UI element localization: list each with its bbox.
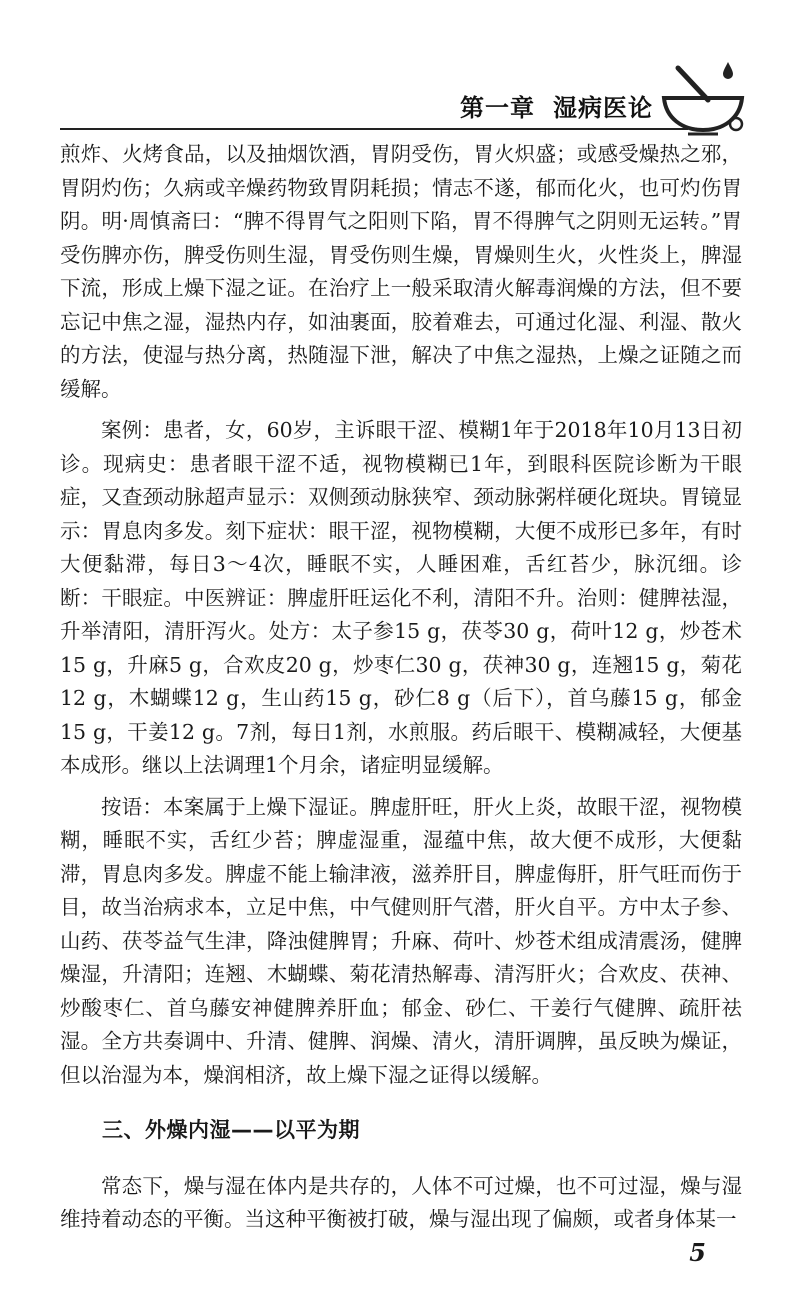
page-header (60, 58, 748, 128)
mortar-and-pestle-icon (656, 58, 748, 138)
chapter-title (460, 88, 653, 123)
paragraph-case: 案例：患者，女，60岁，主诉眼干涩、模糊1年于2018年10月13日初诊。现病史：患者眼干涩不适，视物模糊已1年，到眼科医院诊断为干眼症，又查颈动脉超声显示：双侧颈动脉狭窄、颈动脉粥样硬化斑块。胃镜显示：胃息肉多发。刻下症状：眼干涩，视物模糊，大便不成形已多年，有时大便黏滞，每日3～4次，睡眠不实，人睡困难，舌红苔少，脉沉细。诊断：干眼症。中医辨证：脾虚肝旺运化不利，清阳不升。治则：健脾祛湿，升举清阳，清肝泻火。处方：太子参15 g，茯苓30 g，荷叶12 g，炒苍术15 g，升麻5 g，合欢皮20 g，炒枣仁30 g，茯神30 g，连翘15 g，菊花12 g，木蝴蝶12 g，生山药15 g，砂仁8 g（后下），首乌藤15 g，郁金15 g，干姜12 g。7剂，每日1剂，水煎服。药后眼干、模糊减轻，大便基本成形。继以上法调理1个月余，诸症明显缓解。 (60, 418, 742, 777)
paragraph-continued: 煎炸、火烤食品，以及抽烟饮酒，胃阴受伤，胃火炽盛；或感受燥热之邪，胃阴灼伤；久病或辛燥药物致胃阴耗损；情志不遂，郁而化火，也可灼伤胃阴。明·周慎斋曰：“脾不得胃气之阳则下陷，胃不得脾气之阴则无运转。”胃受伤脾亦伤，脾受伤则生湿，胃受伤则生燥，胃燥则生火，火性炎上，脾湿下流，形成上燥下湿之证。在治疗上一般采取清火解毒润燥的方法，但不要忘记中焦之湿，湿热内存，如油裹面，胶着难去，可通过化湿、利湿、散火的方法，使湿与热分离，热随湿下泄，解决了中焦之湿热，上燥之证随之而缓解。 (60, 142, 742, 401)
section-heading: 三、外燥内湿——以平为期 (102, 1118, 360, 1142)
paragraph-section-intro: 常态下，燥与湿在体内是共存的，人体不可过燥，也不可过湿，燥与湿维持着动态的平衡。当这种平衡被打破，燥与湿出现了偏颇，或者身体某一 (60, 1173, 742, 1231)
header-rule (60, 128, 688, 130)
chapter-name: 湿病医论 (553, 94, 653, 122)
paragraph-commentary: 按语：本案属于上燥下湿证。脾虚肝旺，肝火上炎，故眼干涩，视物模糊，睡眠不实，舌红少苔；脾虚湿重，湿蕴中焦，故大便不成形，大便黏滞，胃息肉多发。脾虚不能上输津液，滋养肝目，脾虚侮肝，肝气旺而伤于目，故当治病求本，立足中焦，中气健则肝气潜，肝火自平。方中太子参、山药、茯苓益气生津，降浊健脾胃；升麻、荷叶、炒苍术组成清震汤，健脾燥湿，升清阳；连翘、木蝴蝶、菊花清热解毒、清泻肝火；合欢皮、茯神、炒酸枣仁、首乌藤安神健脾养肝血；郁金、砂仁、干姜行气健脾、疏肝祛湿。全方共奏调中、升清、健脾、润燥、清火，清肝调脾，虽反映为燥证，但以治湿为本，燥润相济，故上燥下湿之证得以缓解。 (60, 794, 742, 1087)
chapter-number: 第一章 (460, 94, 535, 122)
page-number: 5 (689, 1238, 706, 1267)
page-body (60, 138, 742, 1245)
